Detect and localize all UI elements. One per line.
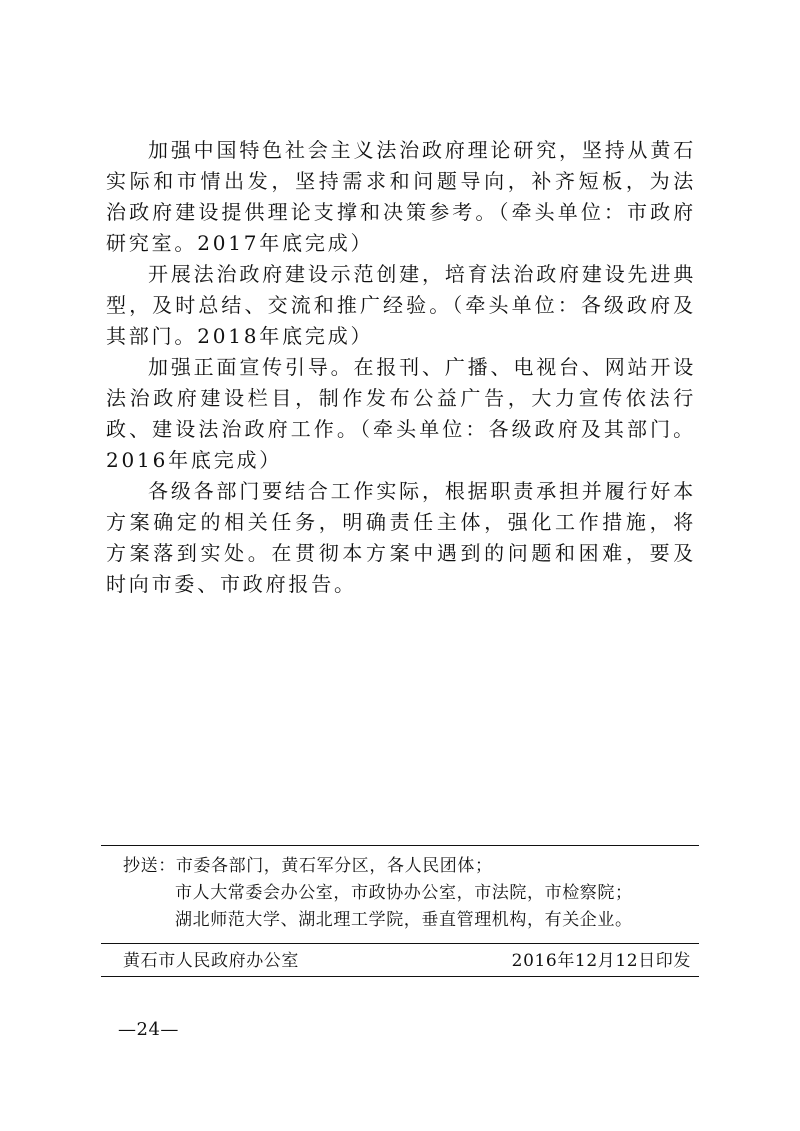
paragraph-theory-research: 加强中国特色社会主义法治政府理论研究，坚持从黄石实际和市情出发，坚持需求和问题导向，补齐短板，为法治政府建设提供理论支撑和决策参考。（牵头单位：市政府研究室。2017年底完成） (106, 138, 696, 255)
middle-divider (101, 943, 699, 944)
cc-recipients-2: 市人大常委会办公室，市政协办公室，市法院，市检察院； (175, 883, 633, 903)
issuer-name: 黄石市人民政府办公室 (123, 951, 299, 971)
cc-list (123, 853, 633, 934)
paragraph-publicity: 加强正面宣传引导。在报刊、广播、电视台、网站开设法治政府建设栏目，制作发布公益广告，大力宣传依法行政、建设法治政府工作。（牵头单位：各级政府及其部门。2016年底完成） (106, 355, 696, 472)
page-number: —24— (118, 1019, 179, 1040)
paragraph-implementation: 各级各部门要结合工作实际，根据职责承担并履行好本方案确定的相关任务，明确责任主体，强化工作措施，将方案落到实处。在贯彻本方案中遇到的问题和困难，要及时向市委、市政府报告。 (106, 479, 696, 596)
cc-label: 抄送： (123, 856, 176, 876)
document-body (106, 135, 696, 600)
issue-date: 2016年12月12日印发 (511, 951, 691, 971)
bottom-divider (101, 976, 699, 977)
top-divider (101, 845, 699, 846)
cc-line-first (123, 853, 633, 880)
cc-recipients-3: 湖北师范大学、湖北理工学院，垂直管理机构，有关企业。 (175, 910, 633, 930)
cc-recipients-1: 市委各部门，黄石军分区，各人民团体； (175, 856, 493, 876)
paragraph-demonstration: 开展法治政府建设示范创建，培育法治政府建设先进典型，及时总结、交流和推广经验。（牵头单位：各级政府及其部门。2018年底完成） (106, 262, 696, 348)
